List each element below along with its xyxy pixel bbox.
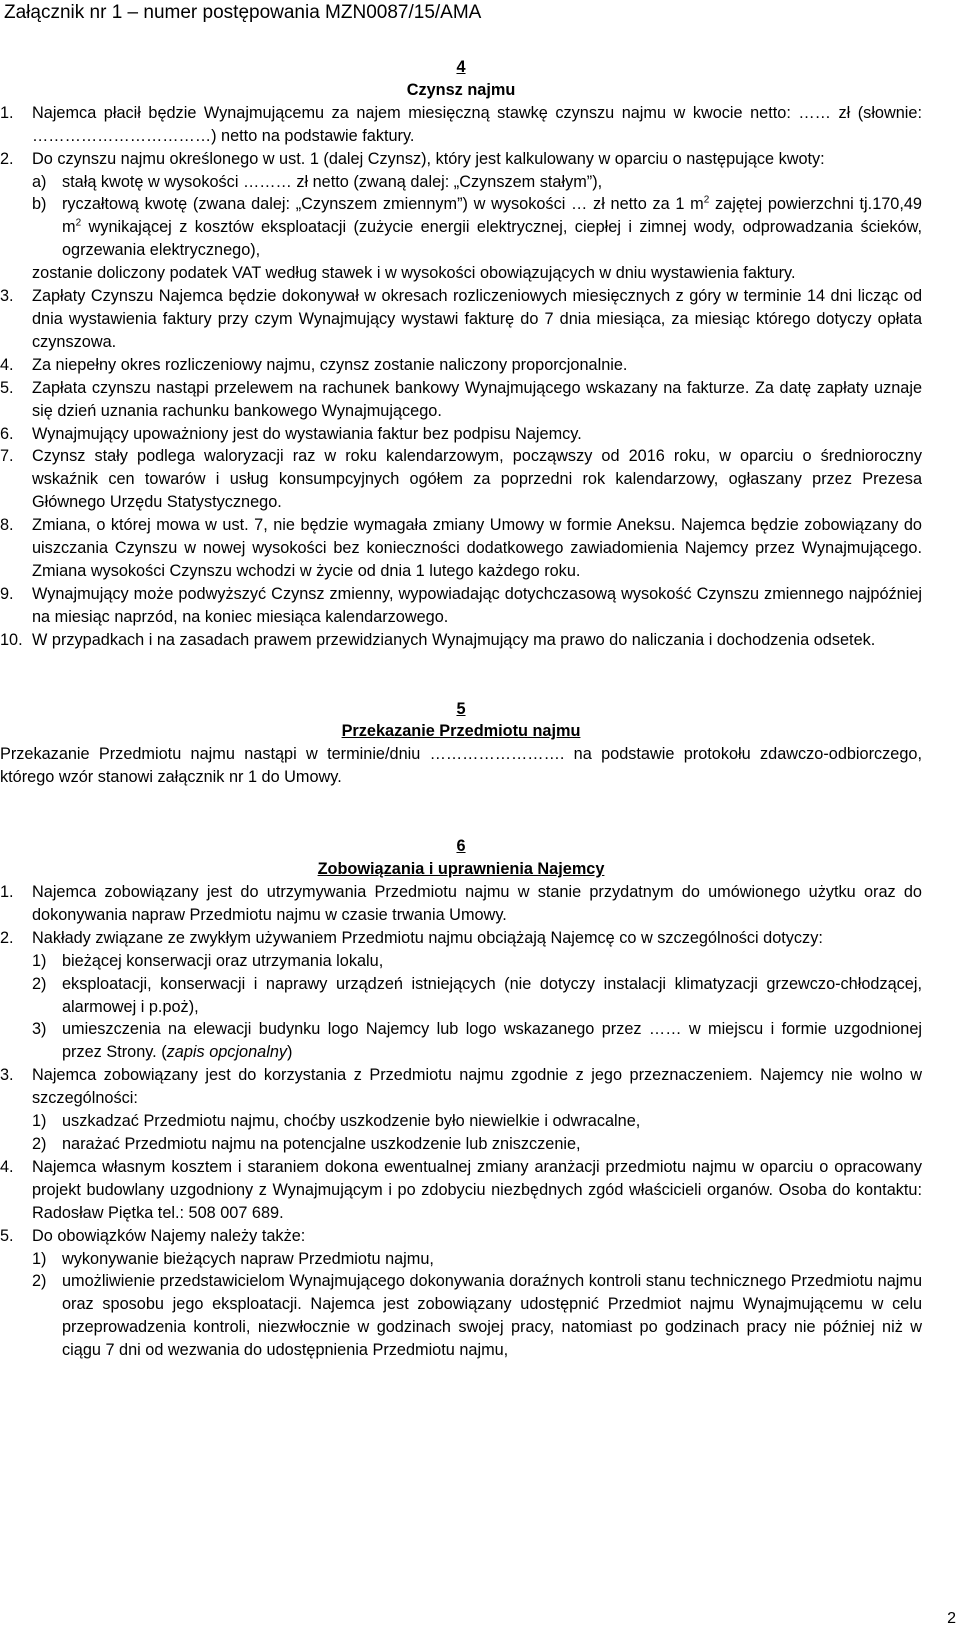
paragraph: zostanie doliczony podatek VAT według stawek i w wysokości obowiązujących w dniu wystawienia faktury. — [32, 264, 796, 283]
list-item: 4. Za niepełny okres rozliczeniowy najmu, czynsz zostanie naliczony proporcjonalnie. — [0, 355, 628, 374]
sub-item: b) ryczałtową kwotę (zwana dalej: „Czynszem zmiennym”) w wysokości … zł netto za 1 $m^2$ zajętej powierzchni tj.170,49 $m^2$ wynikającej z kosztów eksploatacji (zużycie energii elektrycznej, ciepłej i zimnej wody, odprowadzania ścieków, ogrzewania elektrycznego), — [32, 195, 922, 260]
sub-item: 2) umożliwienie przedstawicielom Wynajmującego dokonywania doraźnych kontroli stanu technicznego Przedmiotu najmu oraz sposobu jego eksploatacji. Najemca jest zobowiązany udostępnić Przedmiot najmu Wynajmującemu w celu przeprowadzenia kontroli, niezwłocznie w godzinach swojej pracy, natomiast po godzinach pracy nie później niż w ciągu 7 dni od wezwania do udostępnienia Przedmiotu najmu, — [32, 1272, 922, 1360]
sub-item: 1) bieżącej konserwacji oraz utrzymania lokalu, — [32, 951, 384, 970]
section-5-title: Przekazanie Przedmiotu najmu — [341, 722, 581, 741]
list-item: 2. Do czynszu najmu określonego w ust. 1 (dalej Czynsz), który jest kalkulowany w oparciu o następujące kwoty: — [0, 148, 922, 171]
list-item: 1. Najemca zobowiązany jest do utrzymywania Przedmiotu najmu w stanie przydatnym do umówionego użytku oraz do dokonywania napraw Przedmiotu najmu w czasie trwania Umowy. — [0, 883, 922, 924]
list-item: 3. Zapłaty Czynszu Najemca będzie dokonywał w okresach rozliczeniowych miesięcznych z góry w terminie 14 dni licząc od dnia wystawienia faktury przy czym Wynajmujący wystawi fakturę do 7 dnia miesiąca, za miesiąc którego dotyczy opłata czynszowa. — [0, 287, 922, 351]
sub-item: 1) uszkadzać Przedmiotu najmu, choćby uszkodzenie było niewielkie i odwracalne, — [32, 1112, 641, 1131]
section-6-title: Zobowiązania i uprawnienia Najemcy — [317, 860, 605, 879]
document-body — [0, 56, 922, 1362]
list-item: 7. Czynsz stały podlega waloryzacji raz w roku kalendarzowym, począwszy od 2016 roku, w oparciu o średnioroczny wskaźnik cen towarów i usług konsumpcyjnych ogółem za poprzedni rok kalendarzowy, ogłaszany przez Prezesa Głównego Urzędu Statystycznego. — [0, 447, 922, 512]
list-item: 9. Wynajmujący może podwyższyć Czynsz zmienny, wypowiadając dotychczasową wysokość Czynszu zmiennego najpóźniej na miesiąc naprzód, na koniec miesiąca kalendarzowego. — [0, 584, 922, 626]
paragraph: Do czynszu najmu określonego w ust. 1 (dalej Czynsz), który jest kalkulowany w oparciu o następujące kwoty: — [32, 149, 825, 168]
sub-item: 2) narażać Przedmiotu najmu na potencjalne uszkodzenie lub zniszczenie, — [32, 1134, 581, 1153]
sub-item: a) stałą kwotę w wysokości ……… zł netto (zwaną dalej: „Czynszem stałym”), — [32, 172, 603, 191]
list-item: 3. Najemca zobowiązany jest do korzystania z Przedmiotu najmu zgodnie z jego przeznaczeniem. Najemcy nie wolno w szczególności: — [0, 1066, 922, 1108]
list-item: 6. Wynajmujący upoważniony jest do wystawiania faktur bez podpisu Najemcy. — [0, 424, 582, 443]
list-item: 8. Zmiana, o której mowa w ust. 7, nie będzie wymagała zmiany Umowy w formie Aneksu. Najemca będzie zobowiązany do uiszczania Czynszu w nowej wysokości bez konieczności dodatkowego zawiadomienia Najemcy przez Wynajmującego. Zmiana wysokości Czynszu wchodzi w życie od dnia 1 lutego każdego roku. — [0, 516, 922, 580]
list-item: 5. Zapłata czynszu nastąpi przelewem na rachunek bankowy Wynajmującego wskazany na fakturze. Za datę zapłaty uznaje się dzień uznania rachunku bankowego Wynajmującego. — [0, 378, 922, 420]
section-4-number: 4 — [456, 58, 466, 76]
sub-item: 1) wykonywanie bieżących napraw Przedmiotu najmu, — [32, 1249, 434, 1268]
section-4-title: Czynsz najmu — [406, 80, 516, 99]
list-item: 2. Nakłady związane ze zwykłym używaniem Przedmiotu najmu obciążają Najemcę co w szczególności dotyczy: — [0, 928, 823, 947]
page-number: 2 — [947, 1610, 956, 1627]
document-header: Załącznik nr 1 – numer postępowania MZN0087/15/AMA — [4, 2, 482, 23]
section-6-number: 6 — [456, 837, 466, 856]
paragraph: Najemca płacił będzie Wynajmującemu za najem miesięczną stawkę czynszu najmu w kwocie netto: …… zł (słownie: ……………………………) netto na podstawie faktury. — [32, 103, 922, 145]
section-5-number: 5 — [456, 699, 466, 718]
paragraph: Przekazanie Przedmiotu najmu nastąpi w terminie/dniu ……………………. na podstawie protokołu zdawczo-odbiorczego, którego wzór stanowi załącznik nr 1 do Umowy. — [0, 745, 922, 787]
list-item: 5. Do obowiązków Najemy należy także: — [0, 1226, 306, 1245]
sub-item: 3) umieszczenia na elewacji budynku logo Najemcy lub logo wskazanego przez …… w miejscu i formie uzgodnionej przez Strony. (zapis opcjonalny) — [32, 1020, 922, 1062]
list-item: 1. Najemca płacił będzie Wynajmującemu za najem miesięczną stawkę czynszu najmu w kwocie netto: …… zł (słownie: ……………………………) netto na podstawie faktury. — [0, 102, 922, 148]
sub-item: 2) eksploatacji, konserwacji i naprawy urządzeń istniejących (nie dotyczy instalacji klimatyzacji grzewczo-chłodzącej, alarmowej i p.poż), — [32, 974, 922, 1016]
list-item: 10. W przypadkach i na zasadach prawem przewidzianych Wynajmujący ma prawo do naliczania i dochodzenia odsetek. — [0, 630, 876, 649]
list-item: 4. Najemca własnym kosztem i staraniem dokona ewentualnej zmiany aranżacji przedmiotu najmu w oparciu o opracowany projekt budowlany uzgodniony z Wynajmującym i po zdobyciu niezbędnych zgód właścicieli organów. Osoba do kontaktu: Radosław Piętka tel.: 508 007 689. — [0, 1157, 922, 1222]
